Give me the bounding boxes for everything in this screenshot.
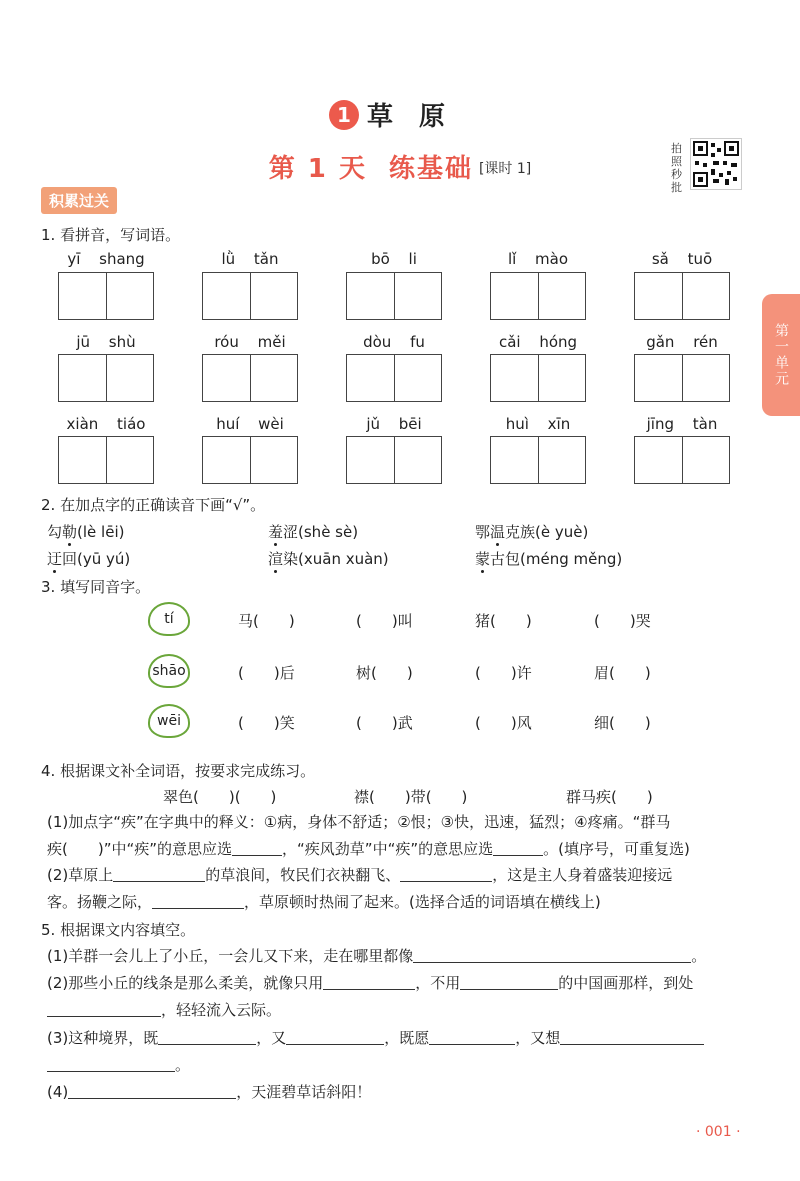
homophone-blank[interactable]: ( )风 <box>475 714 532 732</box>
pinyin-label: lǜ tǎn <box>221 250 279 268</box>
writing-box[interactable] <box>202 354 298 402</box>
answer-blank[interactable] <box>47 1057 175 1072</box>
q4-part2-text: 客。扬鞭之际， <box>47 893 153 911</box>
q5-text: ，又想 <box>515 1029 561 1047</box>
fill-word[interactable]: 群马疾( ) <box>566 788 653 806</box>
writing-box[interactable] <box>58 272 154 320</box>
q5-text: ，天涯碧草话斜阳！ <box>236 1083 372 1101</box>
pronunciation-item[interactable] <box>47 521 124 542</box>
q5-text: ，轻轻流入云际。 <box>161 1001 282 1019</box>
class-period-tag: [课时 1] <box>478 161 532 177</box>
answer-blank[interactable] <box>560 1030 704 1045</box>
answer-blank[interactable] <box>413 948 691 963</box>
q5-text: ，又 <box>256 1029 287 1047</box>
homophone-blank[interactable]: ( )武 <box>356 714 413 732</box>
pinyin-label: bō li <box>371 250 417 268</box>
homophone-blank[interactable]: 树( ) <box>356 664 413 682</box>
fill-word[interactable]: 翠色( )( ) <box>163 788 277 806</box>
pronunciation-item[interactable] <box>475 521 588 542</box>
answer-blank[interactable] <box>323 975 415 990</box>
pinyin-label: yī shang <box>67 250 145 268</box>
homophone-blank[interactable]: ( )笑 <box>238 714 295 732</box>
answer-blank[interactable] <box>429 1030 515 1045</box>
leaf-pinyin-icon: shāo <box>148 654 190 688</box>
q4-part1-text: ，“疾风劲草”中“疾”的意思应选 <box>282 840 494 858</box>
answer-blank[interactable] <box>152 894 244 909</box>
lesson-title-block <box>0 96 800 133</box>
pinyin-label: lǐ mào <box>507 250 569 268</box>
writing-box[interactable] <box>490 272 586 320</box>
pinyin-label: huí wèi <box>216 415 284 433</box>
answer-blank[interactable] <box>493 841 543 856</box>
q5-part3-line2 <box>47 1055 190 1075</box>
q5-text: (3)这种境界，既 <box>47 1029 159 1047</box>
q5-part1 <box>47 946 706 966</box>
word-suffix: 回(yū yú) <box>62 550 131 568</box>
answer-blank[interactable] <box>286 1030 384 1045</box>
writing-box[interactable] <box>202 436 298 484</box>
q4-part2-text: ，草原顿时热闹了起来。(选择合适的词语填在横线上) <box>244 893 601 911</box>
leaf-pinyin-icon: tí <box>148 602 190 636</box>
writing-box[interactable] <box>346 436 442 484</box>
q4-part2-line2 <box>47 892 601 912</box>
lesson-title: 草原 <box>366 102 471 132</box>
q4-part2-text: (2)草原上 <box>47 866 114 884</box>
section-tag: 积累过关 <box>41 187 117 214</box>
dotted-char: 勒 <box>62 523 78 541</box>
writing-box[interactable] <box>490 354 586 402</box>
writing-box[interactable] <box>58 436 154 484</box>
answer-blank[interactable] <box>47 1002 161 1017</box>
pinyin-label: huì xīn <box>505 415 571 433</box>
question-5-title: 5. 根据课文内容填空。 <box>41 921 196 939</box>
writing-box[interactable] <box>634 436 730 484</box>
q4-part2-text: 的草浪间，牧民们衣袂翻飞、 <box>205 866 401 884</box>
word-prefix: 鄂 <box>475 523 491 541</box>
word-prefix: 勾 <box>47 523 63 541</box>
question-3-title: 3. 填写同音字。 <box>41 578 151 596</box>
pinyin-label: jǔ bēi <box>366 415 422 433</box>
answer-blank[interactable] <box>158 1030 256 1045</box>
question-1-title: 1. 看拼音，写词语。 <box>41 226 181 244</box>
qr-code-icon[interactable] <box>690 138 742 190</box>
pinyin-label: jīng tàn <box>646 415 718 433</box>
q4-part1-line2 <box>47 839 690 859</box>
q5-text: 。 <box>691 947 707 965</box>
word-suffix: 克族(è yuè) <box>505 523 589 541</box>
homophone-blank[interactable]: ( )哭 <box>594 612 651 630</box>
pinyin-label: cǎi hóng <box>498 333 578 351</box>
writing-box[interactable] <box>202 272 298 320</box>
q5-text: 的中国画那样，到处 <box>558 974 694 992</box>
writing-box[interactable] <box>490 436 586 484</box>
homophone-blank[interactable]: 马( ) <box>238 612 295 630</box>
leaf-pinyin-icon: wēi <box>148 704 190 738</box>
homophone-blank[interactable]: ( )许 <box>475 664 532 682</box>
dotted-char: 渲 <box>268 550 284 568</box>
q5-part2-line1 <box>47 973 693 993</box>
question-2-title: 2. 在加点字的正确读音下画“√”。 <box>41 496 266 514</box>
q5-part3-line1 <box>47 1028 704 1048</box>
pinyin-label: xiàn tiáo <box>66 415 146 433</box>
q5-text: (2)那些小丘的线条是那么柔美，就像只用 <box>47 974 324 992</box>
answer-blank[interactable] <box>400 867 492 882</box>
qr-label: 拍照秒批 <box>671 142 682 194</box>
pronunciation-item[interactable] <box>47 548 130 569</box>
dotted-char: 羞 <box>268 523 284 541</box>
word-suffix: 染(xuān xuàn) <box>283 550 389 568</box>
pronunciation-item[interactable] <box>268 548 389 569</box>
writing-box[interactable] <box>346 354 442 402</box>
pronunciation-item[interactable] <box>268 521 358 542</box>
writing-box[interactable] <box>346 272 442 320</box>
homophone-blank[interactable]: ( )叫 <box>356 612 413 630</box>
q5-text: ，既愿 <box>384 1029 430 1047</box>
word-suffix: 涩(shè sè) <box>283 523 359 541</box>
lesson-number-badge: 1 <box>329 100 359 130</box>
writing-box[interactable] <box>634 354 730 402</box>
page-number: · 001 · <box>696 1124 741 1140</box>
practice-title: 练基础 <box>388 154 473 184</box>
homophone-blank[interactable]: ( )后 <box>238 664 295 682</box>
q5-part2-line2 <box>47 1000 281 1020</box>
word-suffix: (lè lēi) <box>77 523 125 541</box>
homophone-blank[interactable]: 猪( ) <box>475 612 532 630</box>
writing-box[interactable] <box>634 272 730 320</box>
q4-part2-text: ，这是主人身着盛装迎接远 <box>492 866 673 884</box>
word-suffix: 古包(méng měng) <box>490 550 623 568</box>
q4-part1-text: 。(填序号，可重复选) <box>543 840 690 858</box>
q5-text: ，不用 <box>415 974 461 992</box>
pinyin-label: jū shù <box>76 333 136 351</box>
homophone-blank[interactable]: 眉( ) <box>594 664 651 682</box>
dotted-char: 温 <box>490 523 506 541</box>
pronunciation-item[interactable] <box>475 548 622 569</box>
question-4-title: 4. 根据课文补全词语，按要求完成练习。 <box>41 762 316 780</box>
pinyin-label: sǎ tuō <box>651 250 713 268</box>
q4-part1-text: 疾( )”中“疾”的意思应选 <box>47 840 233 858</box>
answer-blank[interactable] <box>113 867 205 882</box>
q5-text: (4) <box>47 1083 69 1101</box>
q5-text: (1)羊群一会儿上了小丘，一会儿又下来，走在哪里都像 <box>47 947 414 965</box>
pinyin-label: dòu fu <box>363 333 425 351</box>
dotted-char: 迂 <box>47 550 63 568</box>
dotted-char: 蒙 <box>475 550 491 568</box>
day-title: 第 1 天 <box>268 154 367 184</box>
fill-word[interactable]: 襟( )带( ) <box>354 788 468 806</box>
answer-blank[interactable] <box>460 975 558 990</box>
q5-text: 。 <box>175 1056 191 1074</box>
unit-side-tab: 第一单元 <box>762 294 800 416</box>
q4-part2-line1 <box>47 865 672 885</box>
writing-box[interactable] <box>58 354 154 402</box>
answer-blank[interactable] <box>232 841 282 856</box>
answer-blank[interactable] <box>68 1084 236 1099</box>
q5-part4 <box>47 1082 371 1102</box>
pinyin-label: gǎn rén <box>646 333 718 351</box>
q4-part1-line1: (1)加点字“疾”在字典中的释义：①病，身体不舒适；②恨；③快，迅速，猛烈；④疼痛。“群马 <box>47 813 671 831</box>
homophone-blank[interactable]: 细( ) <box>594 714 651 732</box>
pinyin-label: róu měi <box>214 333 286 351</box>
